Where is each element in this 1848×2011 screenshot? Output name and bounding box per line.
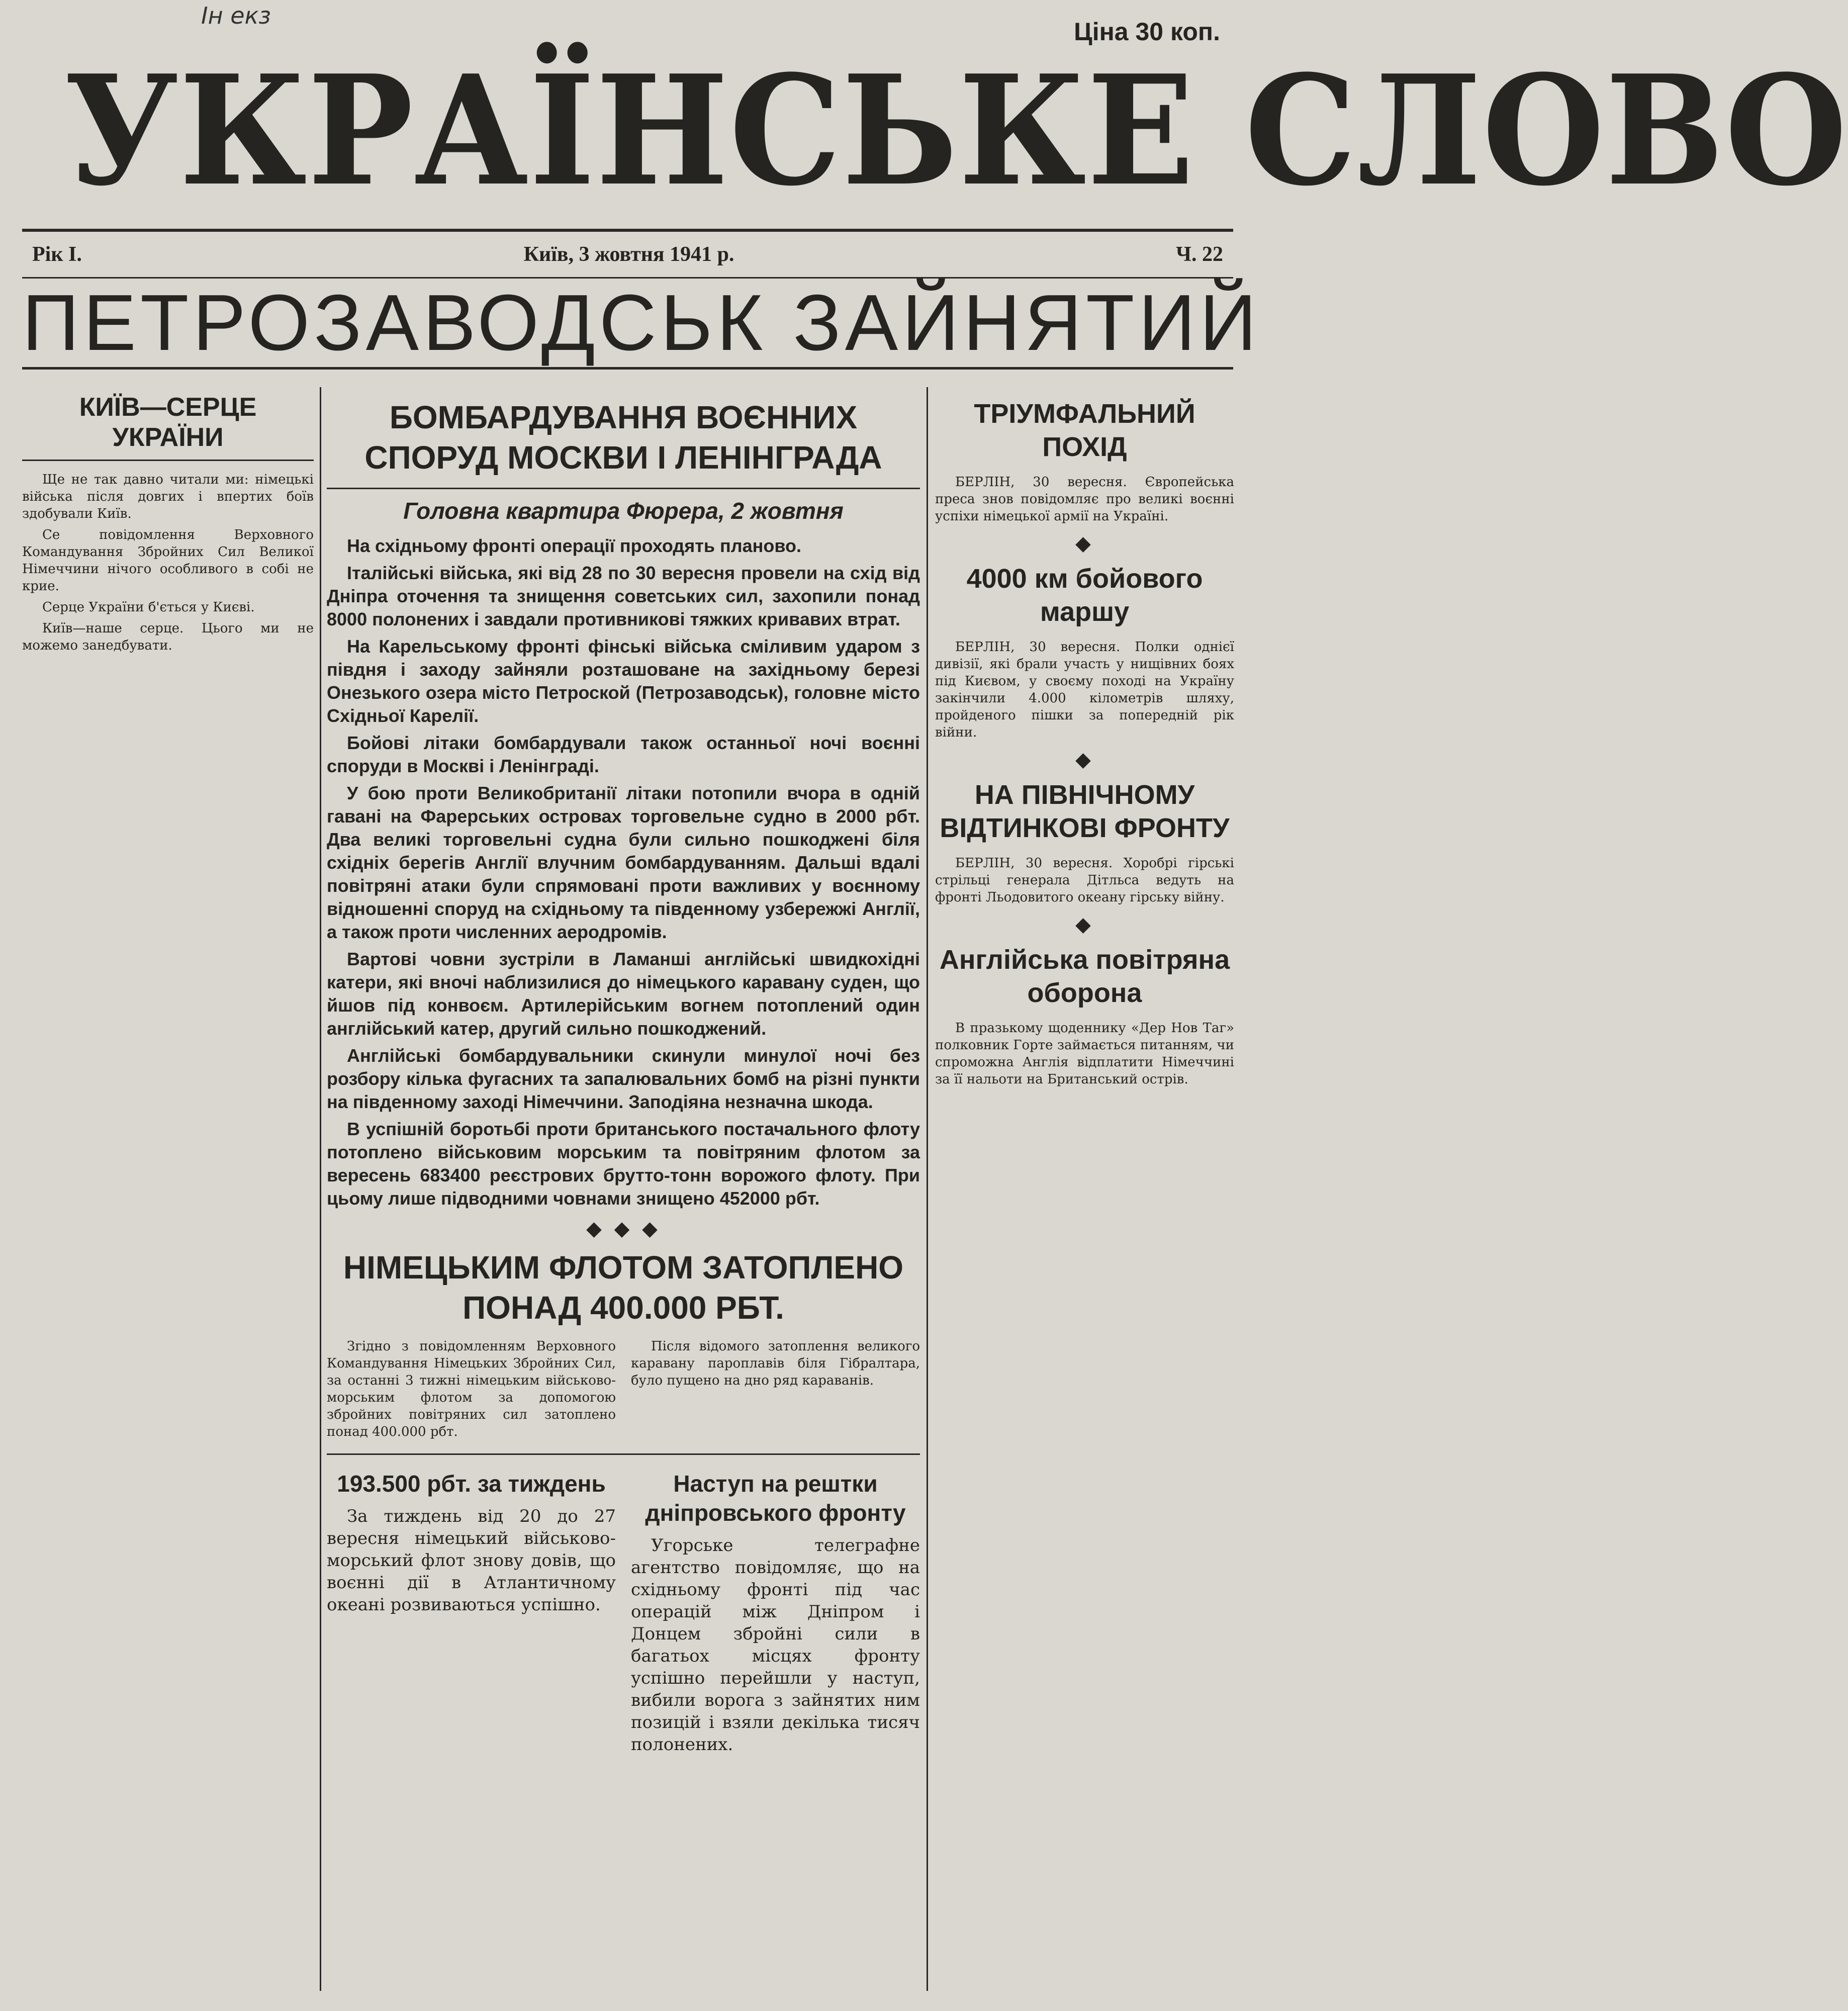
bottom-articles bbox=[327, 1464, 920, 1760]
left-column bbox=[22, 392, 314, 1991]
main-headline: БОМБАРДУВАННЯ ВОЄННИХ СПОРУД МОСКВИ І ЛЕНІНГРАДА bbox=[364, 399, 882, 476]
second-headline: НІМЕЦЬКИМ ФЛОТОМ ЗАТОПЛЕНО ПОНАД 400.000 РБТ. bbox=[343, 1249, 904, 1326]
article-paragraph: Італійські війська, які від 28 по 30 вересня провели на схід від Дніпра оточення та знищення советських сил, захопили понад 8000 полонених і завдали противникові тяжких кривавих втрат. bbox=[327, 563, 920, 629]
second-article bbox=[327, 1338, 920, 1444]
middle-column bbox=[327, 392, 920, 1991]
right-column bbox=[935, 392, 1234, 1991]
article-paragraph: Ще не так давно читали ми: німецькі війська після довгих і впертих боїв здобували Київ. bbox=[22, 472, 314, 521]
place-date-label: Київ, 3 жовтня 1941 р. bbox=[523, 243, 734, 266]
article-paragraph: БЕРЛІН, 30 вересня. Хоробрі гірські стрільці генерала Дітльса ведуть на фронті Льодовитого океану гірську війну. bbox=[935, 856, 1234, 905]
article-paragraph: На Карельському фронті фінські війська сміливим ударом з півдня і заходу зайняли розташоване на західньому березі Онезького озера місто Петроской (Петрозаводськ), головне місто Східньої Карелії. bbox=[327, 636, 920, 726]
issue-info-row bbox=[22, 229, 1233, 279]
article-paragraph: Бойові літаки бомбардували також останньої ночі воєнні споруди в Москві і Ленінграді. bbox=[327, 733, 920, 776]
masthead-title: УКРАЇНСЬКЕ СЛОВО bbox=[64, 42, 1848, 219]
issue-number-label: Ч. 22 bbox=[1176, 243, 1223, 266]
article-paragraph: Серце України б'ється у Києві. bbox=[42, 600, 255, 615]
front-page-banner: ПЕТРОЗАВОДСЬК ЗАЙНЯТИЙ bbox=[22, 279, 1233, 370]
article-paragraph: За тиждень від 20 до 27 вересня німецький військово-морський флот знову довів, що воєнні дії в Атлантичному океані розвиваються успішно. bbox=[327, 1506, 616, 1615]
left-article bbox=[22, 471, 314, 654]
year-label: Рік I. bbox=[32, 243, 82, 266]
article-paragraph: Се повідомлення Верховного Командування Збройних Сил Великої Німеччини нічого особливого в собі не крие. bbox=[22, 527, 314, 594]
right-headline-north-front: НА ПІВНІЧНОМУ ВІДТИНКОВІ ФРОНТУ bbox=[940, 780, 1230, 843]
ornament-divider: ◆ ◆ ◆ bbox=[586, 1217, 661, 1240]
column-divider bbox=[927, 387, 928, 1991]
article-paragraph: БЕРЛІН, 30 вересня. Полки однієї дивізії, які брали участь у нищівних боях під Києвом, у своєму поході на Україну закінчили 4.000 кілометрів шляху, пройденого пішки за попередній рік війни. bbox=[935, 639, 1234, 740]
article-paragraph: Після відомого затоплення великого каравану пароплавів біля Гібралтара, було пущено на дно ряд караванів. bbox=[631, 1339, 920, 1388]
section-rule bbox=[327, 1453, 920, 1455]
right-headline-march: 4000 км бойового маршу bbox=[966, 564, 1203, 627]
ornament-divider: ◆ bbox=[1075, 748, 1094, 771]
article-paragraph: Вартові човни зустріли в Ламанші англійські швидкохідні катери, які вночі наблизилися до німецького каравану суден, що йшов під конвоєм. Артилерійським вогнем потоплений один англійський катер, другий сильно пошкоджений. bbox=[327, 949, 920, 1039]
article-paragraph: В празькому щоденнику «Дер Нов Таг» полковник Горте займається питанням, чи спроможна Англія відплатити Німеччині за її нальоти на Британський острів. bbox=[935, 1021, 1234, 1087]
article-paragraph: Англійські бомбардувальники скинули минулої ночі без розбору кілька фугасних та запалювальних бомб на різні пункти на південному заході Німеччини. Заподіяна незначна шкода. bbox=[327, 1045, 920, 1112]
right-headline-triumph: ТРІУМФАЛЬНИЙ ПОХІД bbox=[974, 399, 1195, 462]
main-article bbox=[327, 534, 920, 1210]
article-paragraph: На східньому фронті операції проходять планово. bbox=[347, 535, 802, 556]
ornament-divider: ◆ bbox=[1075, 913, 1094, 936]
article-paragraph: В успішній боротьбі проти британського постачального флоту потоплено військовим морським та повітряним флотом за вересень 683400 реєстрових брутто-тонн ворожого флоту. При цьому лише підводними човнами знищено 452000 рбт. bbox=[327, 1119, 920, 1209]
article-paragraph: Згідно з повідомленням Верховного Командування Німецьких Збройних Сил, за останні 3 тижні німецьким військово-морським флотом за допомогою збройних повітряних сил затоплено понад 400.000 рбт. bbox=[327, 1339, 616, 1439]
article-paragraph: Угорське телеграфне агентство повідомляє, що на східньому фронті під час операцій між Дніпром і Донцем збройні сили в багатьох місцях фронту успішно перейшли у наступ, вибили ворога з зайнятих ним позицій і взяли декілька тисяч полонених. bbox=[631, 1535, 920, 1755]
dateline: Головна квартира Фюрера, 2 жовтня bbox=[327, 488, 920, 524]
article-paragraph: БЕРЛІН, 30 вересня. Європейська преса знов повідомляє про великі воєнні успіхи німецької армії на Україні. bbox=[935, 475, 1234, 524]
sub-headline-tonnage: 193.500 рбт. за тиждень bbox=[337, 1471, 606, 1497]
article-paragraph: Київ—наше серце. Цього ми не можемо занедбувати. bbox=[22, 621, 314, 653]
sub-headline-dnipro-front: Наступ на рештки дніпровського фронту bbox=[645, 1471, 906, 1526]
right-headline-air-defence: Англійська повітряна оборона bbox=[939, 945, 1230, 1008]
left-headline: КИЇВ—СЕРЦЕ УКРАЇНИ bbox=[22, 392, 314, 461]
column-divider bbox=[320, 387, 321, 1991]
ornament-divider: ◆ bbox=[1075, 532, 1094, 555]
price-label: Ціна 30 коп. bbox=[1074, 18, 1220, 46]
article-paragraph: У бою проти Великобританії літаки потопили вчора в одній гавані на Фарерських островах торговельне судно в 2000 рбт. Два великі торговельні судна були сильно пошкоджені біля східніх берегів Англії влучним бомбардуванням. Дальші вдалі повітряні атаки були спрямовані проти важливих у воєнному відношенні споруд на східньому та південному узбережжі Англії, а також проти численних аеродромів. bbox=[327, 783, 920, 942]
archive-stamp: Ін екз bbox=[201, 2, 271, 29]
